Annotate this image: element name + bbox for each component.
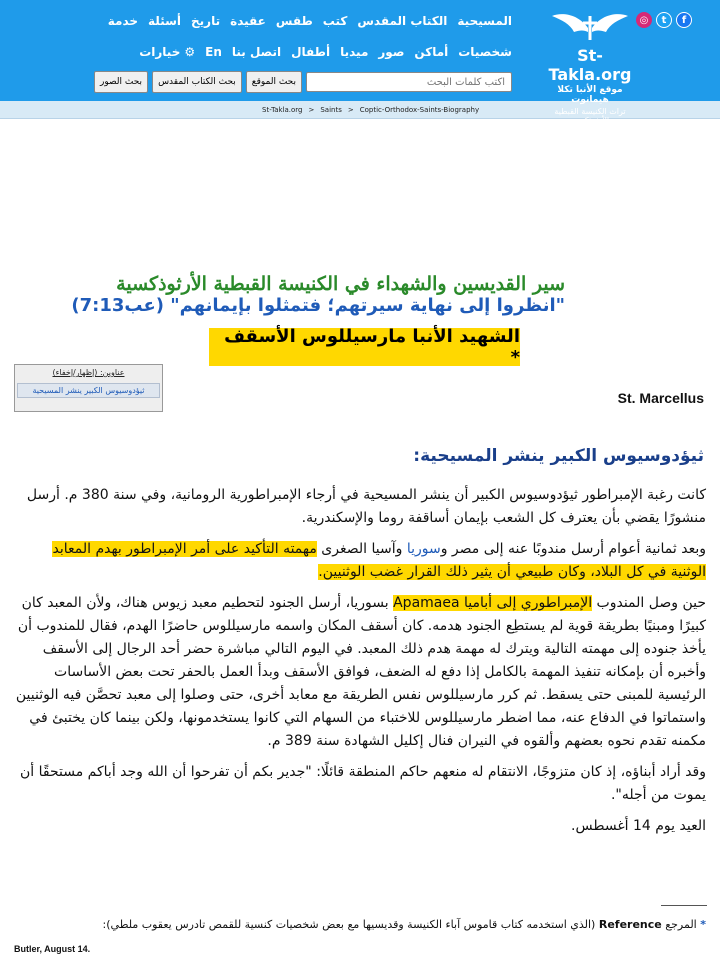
nav-bible[interactable]: الكتاب المقدس — [357, 14, 448, 28]
highlighted-text: الإمبراطوري إلى أباميا Apamaea — [393, 595, 593, 611]
nav-options[interactable] — [139, 45, 195, 59]
paragraph — [14, 538, 706, 584]
paragraph — [14, 592, 706, 753]
logo-subtitle: موقع الأنبا تكلا هيمانوت — [557, 85, 623, 105]
saint-english-name: St. Marcellus — [617, 390, 704, 406]
nav-service[interactable]: خدمة — [107, 14, 139, 28]
logo-title: St-Takla.org — [548, 46, 632, 84]
breadcrumb-saints[interactable]: Saints — [320, 105, 342, 114]
section-heading: ثيؤدوسيوس الكبير ينشر المسيحية: — [413, 446, 704, 466]
reference-star: * — [700, 918, 706, 931]
nav-history[interactable]: تاريخ — [191, 14, 221, 28]
syria-link[interactable]: سوريا — [406, 541, 441, 557]
nav-options-label: خيارات — [139, 45, 181, 59]
site-search-button[interactable]: بحث الموقع — [246, 71, 302, 93]
source-citation: Butler, August 14. — [14, 944, 91, 954]
nav-christianity[interactable]: المسيحية — [457, 14, 512, 28]
site-logo[interactable] — [540, 10, 640, 125]
breadcrumb-sep: > — [308, 105, 315, 114]
nav-media[interactable]: ميديا — [340, 45, 369, 59]
paragraph: كانت رغبة الإمبراطور ثيؤدوسيوس الكبير أن ينشر المسيحية في أرجاء الإمبراطورية الرومانية، وفي سنة 380 م. أرسل منشورًا يقضي بأن يعترف كل الشعب بإيمان أساقفة روما والإسكندرية. — [26, 487, 706, 526]
highlighted-text: مهمته التأكيد على أمر الإمبراطور بهدم المعابد الوثنية في كل البلاد، وكان طبيعي أن يثير ذلك القرار غضب الوثنيين. — [52, 541, 706, 580]
paragraph-text: وبعد ثمانية أعوام أرسل مندوبًا عنه إلى مصر و — [440, 541, 706, 557]
instagram-icon[interactable]: ◎ — [636, 12, 652, 28]
twitter-icon[interactable]: t — [656, 12, 672, 28]
nav-books[interactable]: كتب — [322, 14, 348, 28]
nav-questions[interactable]: أسئلة — [148, 14, 182, 28]
reference-text: (الذي استخدمه كتاب قاموس آباء الكنيسة وقديسيها مع بعض شخصيات كنسية للقمص تادرس يعقوب ملطي): — [102, 918, 596, 931]
toc-toggle[interactable]: عناوين: (إظهار/إخفاء) — [52, 368, 125, 377]
nav-pictures[interactable]: صور — [378, 45, 405, 59]
reference-label: المرجع — [665, 918, 697, 931]
main-nav — [108, 14, 512, 28]
facebook-icon[interactable]: f — [676, 12, 692, 28]
nav-contact[interactable]: اتصل بنا — [231, 45, 282, 59]
paragraph-text: وآسيا الصغرى — [316, 541, 407, 557]
reference-bold: Reference — [598, 918, 662, 931]
nav-people[interactable]: شخصيات — [458, 45, 512, 59]
divider — [661, 905, 707, 906]
nav-rites[interactable]: طقس — [275, 14, 313, 28]
toc-link[interactable]: ثيؤدوسيوس الكبير ينشر المسيحية — [17, 383, 160, 398]
breadcrumb-biography[interactable]: Coptic-Orthodox-Saints-Biography — [359, 105, 480, 114]
paragraph: العيد يوم 14 أغسطس. — [571, 818, 706, 834]
search-row — [94, 71, 512, 93]
breadcrumb-sep: > — [347, 105, 354, 114]
nav-doctrine[interactable]: عقيدة — [230, 14, 266, 28]
logo-tagline: تراث الكنيسة القبطية الأرثوذكسية — [554, 107, 626, 125]
reference-note — [103, 918, 706, 931]
paragraph-text: بسوريا، أرسل الجنود لتحطيم معبد زيوس هناك، ولأن المعبد كان كبيرًا ومبنيًا بطريقة قوية لم يستطِع الجنود هدمه. كان أسقف المكان واسمه مارسيللوس حاضرًا الهدم، فقال للمندوب أن يأخذ جنوده إلى مهمته التالية ويترك له مهمة هدم ذلك المعبد. في اليوم التالي مباشرة حضر أحد الرجال إلى الأسقف وأخبره أن بإمكانه تنفيذ المهمة بالكامل إذا دفع له الضعف، فوافق الأسقف وبدأ العمل بالحفر تحت بعض الأساسات الرئيسية للمبنى حتى يسقط. ثم كرر مارسيللوس نفس الطريقة مع معابد أخرى، حتى وصلوا إلى معبد تحصَّن فيه الوثنيين واستماتوا في الدفاع عنه، مما اضطر مارسيللوس للاختباء من السهام التي كانوا يستخدمونها، ولكن بينما كان يختبئ في مكمنه تقدم نحوه بعضهم وألقوه في النيران فنال إكليل الشهادة سنة 389 م. — [15, 595, 706, 749]
breadcrumb-home[interactable]: St-Takla.org — [262, 105, 303, 114]
winged-cross-icon — [550, 10, 630, 48]
bible-search-button[interactable]: بحث الكتاب المقدس — [152, 71, 242, 93]
search-input[interactable] — [306, 72, 512, 92]
gear-icon: ⚙ — [184, 45, 196, 59]
nav-places[interactable]: أماكن — [414, 45, 449, 59]
paragraph: وقد أراد أبناؤه، إذ كان متزوجًا، الانتقام له منعهم حاكم المنطقة قائلًا: "جدير بكم أن تفرحوا أن الله وجد أباكم مستحقًا أن يموت من أجله". — [20, 764, 706, 803]
nav-kids[interactable]: أطفال — [291, 45, 331, 59]
section-main-title: سير القديسين والشهداء في الكنيسة القبطية الأرثوذكسية — [116, 273, 565, 295]
image-search-button[interactable]: بحث الصور — [94, 71, 148, 93]
bible-verse-title: "انظروا إلى نهاية سيرتهم؛ فتمثلوا بإيمانهم" (عب7:13) — [71, 295, 565, 316]
article-body — [14, 484, 706, 846]
paragraph-text: حين وصل المندوب — [592, 595, 706, 611]
table-of-contents — [14, 364, 163, 412]
secondary-nav — [139, 45, 512, 59]
nav-english[interactable]: En — [205, 45, 222, 59]
page-title: الشهيد الأنبا مارسيللوس الأسقف * — [209, 328, 520, 366]
social-links — [636, 12, 692, 28]
